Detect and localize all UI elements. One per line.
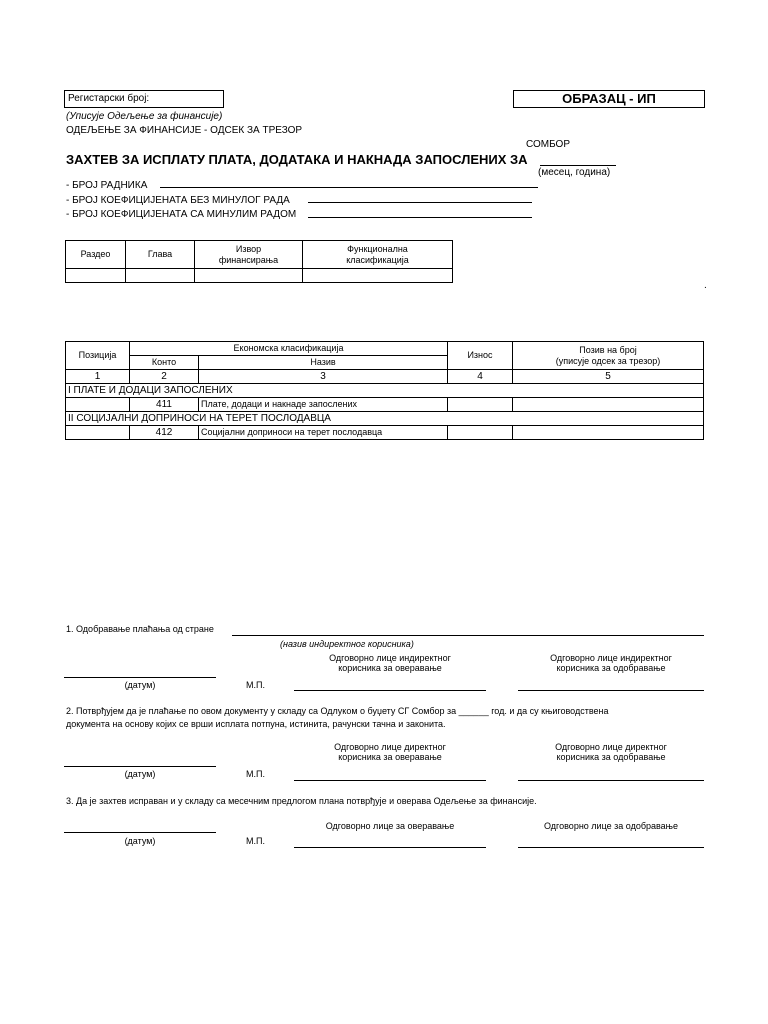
date-line-3[interactable] (64, 832, 216, 833)
date-line-1[interactable] (64, 677, 216, 678)
budget-cell-izvor[interactable] (195, 269, 303, 283)
signature-line-3-right[interactable] (518, 847, 704, 848)
approval-3-left-label: Одговорно лице за оверавање (325, 821, 455, 831)
signature-line-3-left[interactable] (294, 847, 486, 848)
field-coef-with-label: - БРОЈ КОЕФИЦИЈЕНАТА СА МИНУЛИМ РАДОМ (66, 209, 297, 220)
section-salaries: I ПЛАТЕ И ДОДАЦИ ЗАПОСЛЕНИХ (66, 384, 704, 398)
econ-header-position: Позиција (66, 342, 130, 370)
field-coef-without-label: - БРОЈ КОЕФИЦИЈЕНАТА БЕЗ МИНУЛОГ РАДА (66, 195, 290, 206)
approval-2-right-label: Одговорно лице директног корисника за одобравање (555, 742, 667, 762)
approval-2-text-line-1: 2. Потврђујем да је плаћање по овом документу у складу са Одлуком о буџету СГ Сомбор за ______ год. и да су књиговодствена (66, 706, 609, 716)
konto-411: 411 (130, 398, 199, 412)
econ-header-classification: Економска класификација (130, 342, 448, 356)
section-contributions: II СОЦИЈАЛНИ ДОПРИНОСИ НА ТЕРЕТ ПОСЛОДАВЦА (66, 412, 704, 426)
signature-line-1-right[interactable] (518, 690, 704, 691)
col-number: 5 (513, 370, 704, 384)
budget-header-izvor: Извор финансирања (195, 241, 303, 269)
registration-label: Регистарски број: (68, 93, 150, 104)
econ-header-konto: Конто (130, 356, 199, 370)
date-label-3: (датум) (124, 836, 156, 846)
mp-label-1: М.П. (246, 680, 265, 690)
form-code-box (513, 90, 705, 108)
naziv-411: Плате, додаци и накнаде запослених (199, 398, 448, 412)
indirect-user-note: (назив индиректног корисника) (280, 639, 414, 649)
amount-cell-411[interactable] (448, 398, 513, 412)
approval-1-right-label: Одговорно лице индиректног корисника за одобравање (550, 653, 672, 673)
budget-cell-glava[interactable] (126, 269, 195, 283)
econ-header-amount: Износ (448, 342, 513, 370)
indirect-user-name-line[interactable] (232, 635, 704, 636)
date-line-2[interactable] (64, 766, 216, 767)
row-position-cell[interactable] (66, 426, 130, 440)
mp-label-2: М.П. (246, 769, 265, 779)
field-coef-without-line[interactable] (308, 202, 532, 203)
budget-header-glava: Глава (126, 241, 195, 269)
registration-note: (Уписује Одељење за финансије) (66, 111, 223, 122)
date-label-1: (датум) (124, 680, 156, 690)
approval-3-right-label: Одговорно лице за одобравање (543, 821, 678, 831)
field-workers-line[interactable] (160, 187, 538, 188)
signature-line-1-left[interactable] (294, 690, 486, 691)
econ-header-reference: Позив на број (уписује одсек за трезор) (513, 342, 704, 370)
registration-number-box[interactable] (64, 90, 224, 108)
approval-3-text: 3. Да је захтев исправан и у складу са месечним предлогом плана потврђује и оверава Одељење за финансије. (66, 796, 537, 806)
signature-line-2-right[interactable] (518, 780, 704, 781)
economic-table (65, 341, 704, 440)
approval-2-text-line-2: документа на основу којих се врши исплата потпуна, истинита, рачунски тачна и законита. (66, 719, 446, 729)
budget-header-razdeo: Раздео (66, 241, 126, 269)
approval-2-left-label: Одговорно лице директног корисника за оверавање (334, 742, 446, 762)
budget-table (65, 240, 453, 283)
approval-1-left-label: Одговорно лице индиректног корисника за оверавање (329, 653, 451, 673)
row-position-cell[interactable] (66, 398, 130, 412)
econ-header-naziv: Назив (199, 356, 448, 370)
col-number: 2 (130, 370, 199, 384)
col-number: 1 (66, 370, 130, 384)
approval-1-text: 1. Одобравање плаћања од стране (66, 624, 214, 634)
mp-label-3: М.П. (246, 836, 265, 846)
budget-cell-razdeo[interactable] (66, 269, 126, 283)
page-title: ЗАХТЕВ ЗА ИСПЛАТУ ПЛАТА, ДОДАТАКА И НАКНАДА ЗАПОСЛЕНИХ ЗА (66, 152, 528, 167)
stray-dot: . (704, 280, 707, 291)
reference-cell-411[interactable] (513, 398, 704, 412)
col-number: 4 (448, 370, 513, 384)
period-note: (месец, година) (538, 167, 611, 178)
department-label: ОДЕЉЕЊЕ ЗА ФИНАНСИЈЕ - ОДСЕК ЗА ТРЕЗОР (66, 125, 303, 136)
konto-412: 412 (130, 426, 199, 440)
naziv-412: Социјални доприноси на терет послодавца (199, 426, 448, 440)
signature-line-2-left[interactable] (294, 780, 486, 781)
field-coef-with-line[interactable] (308, 217, 532, 218)
city-label: СОМБОР (526, 139, 571, 150)
field-workers-label: - БРОЈ РАДНИКА (66, 180, 148, 191)
date-label-2: (датум) (124, 769, 156, 779)
amount-cell-412[interactable] (448, 426, 513, 440)
col-number: 3 (199, 370, 448, 384)
period-input-line[interactable] (540, 165, 616, 166)
reference-cell-412[interactable] (513, 426, 704, 440)
budget-header-funkcionalna: Функционална класификација (303, 241, 453, 269)
form-code: ОБРАЗАЦ - ИП (562, 91, 656, 106)
budget-cell-funkcionalna[interactable] (303, 269, 453, 283)
